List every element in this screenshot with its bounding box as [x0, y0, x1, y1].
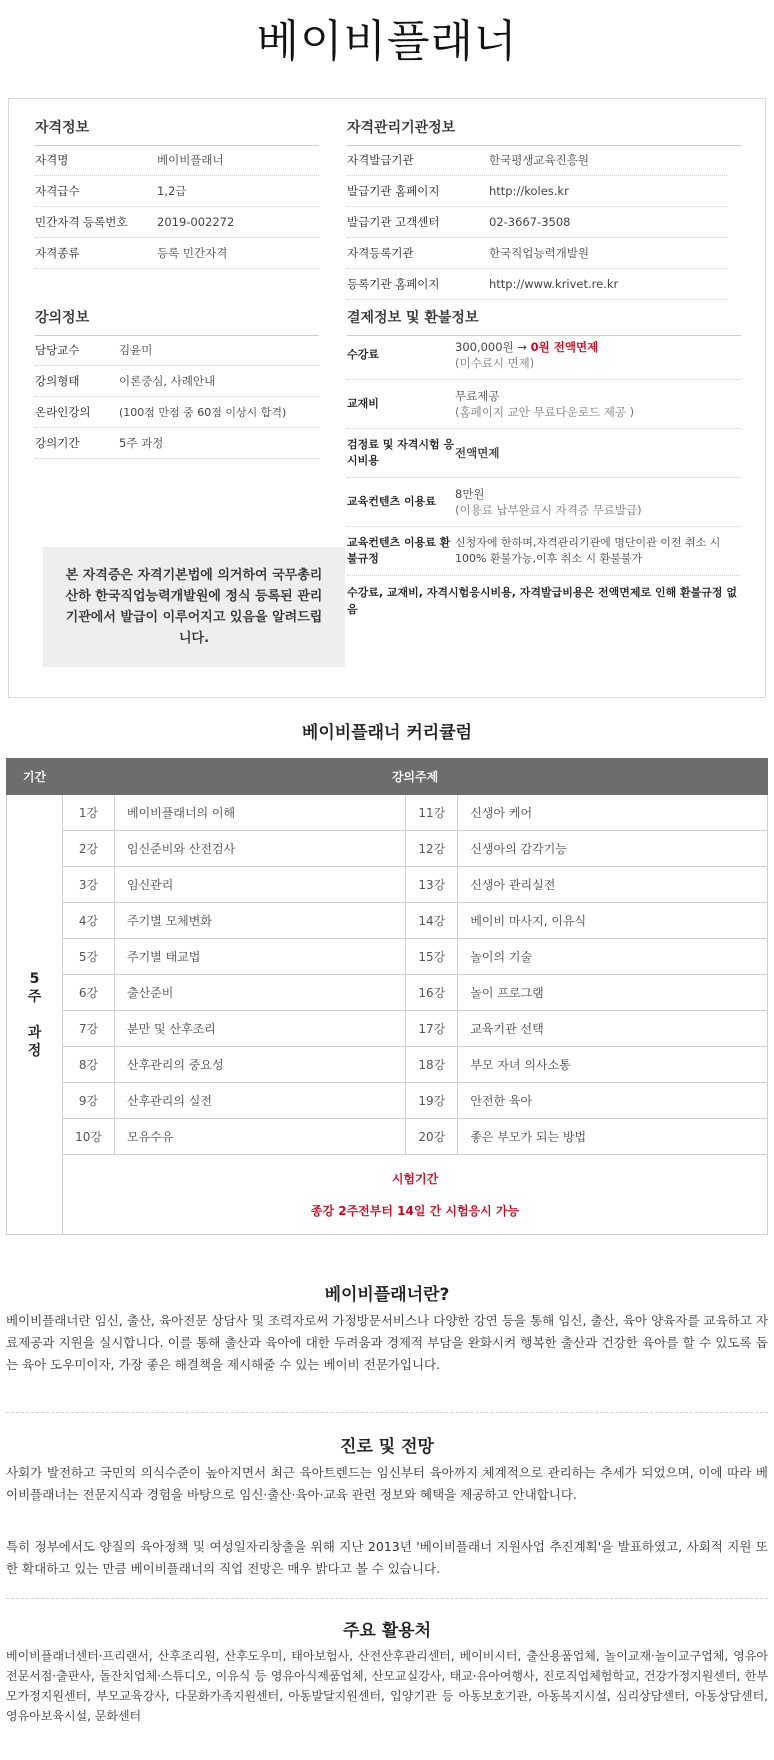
exam-desc: 종강 2주전부터 14일 간 시험응시 가능: [310, 1203, 520, 1218]
about-title: 베이비플래너란?: [324, 1285, 450, 1305]
lecture-number: 11강: [406, 795, 458, 831]
lecture-topic: 놀이 프로그램: [458, 975, 768, 1011]
lecture-topic: 주기별 태교법: [115, 939, 406, 975]
qual-info-list: [35, 145, 319, 269]
field-label: 교육컨텐츠 이용료: [347, 495, 436, 508]
lecture-topic: 신생아의 감각기능: [458, 831, 768, 867]
field-label: 온라인강의: [35, 405, 91, 419]
field-value: 한국평생교육진흥원: [489, 153, 589, 167]
arrow-icon: →: [517, 340, 527, 354]
lecture-info-row: [35, 428, 319, 459]
lecture-topic: 좋은 부모가 되는 방법: [458, 1119, 768, 1155]
lecture-topic: 임신관리: [115, 867, 406, 903]
pay-info-title: 결제정보 및 환불정보: [347, 307, 741, 336]
lecture-number: 9강: [63, 1083, 115, 1119]
lecture-number: 14강: [406, 903, 458, 939]
lecture-info-row: [35, 366, 319, 397]
lecture-topic: 교육기관 선택: [458, 1011, 768, 1047]
field-label: 교육컨텐츠 이용료 환불규정: [347, 536, 451, 565]
field-label: 자격명: [35, 153, 69, 167]
field-value: 8만원 (이용료 납부완료시 자격증 무료발급): [455, 487, 642, 517]
org-info-row: [347, 269, 727, 300]
field-label: 민간자격 등록번호: [35, 215, 128, 229]
lecture-topic: 모유수유: [115, 1119, 406, 1155]
lecture-topic: 분만 및 산후조리: [115, 1011, 406, 1047]
field-label: 자격급수: [35, 184, 80, 198]
org-info-row: [347, 238, 727, 269]
lecture-number: 18강: [406, 1047, 458, 1083]
notice-box: 본 자격증은 자격기본법에 의거하여 국무총리산하 한국직업능력개발원에 정식 등록된 관리기관에서 발급이 이루어지고 있음을 알려드립니다.: [43, 547, 345, 667]
career-body-1: 사회가 발전하고 국민의 의식수준이 높아지면서 최근 육아트렌드는 임신부터 육아까지 체계적으로 관리하는 추세가 되었으며, 이에 따라 베이비플래너는 전문지식과 경험을 바탕으로 임신·출산·육아·교육 관련 정보와 혜택을 제공하고 안내합니다.: [6, 1465, 768, 1502]
col-period: 기간: [7, 759, 63, 795]
field-value: 이론중심, 사례안내: [119, 374, 216, 388]
info-box: [8, 98, 766, 698]
field-label: 발급기관 고객센터: [347, 215, 440, 229]
field-label: 자격종류: [35, 246, 80, 260]
field-value: 신청자에 한하며,자격관리기관에 명단이관 이전 취소 시 100% 환불가능,이후 취소 시 환불불가: [455, 536, 721, 565]
table-row: [7, 1119, 768, 1155]
table-row: [7, 867, 768, 903]
lecture-number: 12강: [406, 831, 458, 867]
lecture-number: 19강: [406, 1083, 458, 1119]
table-row: [7, 1083, 768, 1119]
table-row: [7, 831, 768, 867]
field-value: 베이비플래너: [157, 153, 224, 167]
lecture-number: 10강: [63, 1119, 115, 1155]
lecture-info-title: 강의정보: [35, 307, 319, 336]
pay-tuition-row: [347, 331, 741, 380]
lecture-topic: 임신준비와 산전검사: [115, 831, 406, 867]
table-row: [7, 795, 768, 831]
lecture-topic: 부모 자녀 의사소통: [458, 1047, 768, 1083]
exam-title: 시험기간: [391, 1171, 439, 1186]
table-row: [7, 1011, 768, 1047]
qual-info-row: [35, 176, 319, 207]
lecture-topic: 놀이의 기술: [458, 939, 768, 975]
curriculum-table: [6, 758, 768, 1235]
table-row: [7, 939, 768, 975]
lecture-number: 5강: [63, 939, 115, 975]
tuition-free: 0원 전액면제: [530, 340, 599, 354]
lecture-number: 6강: [63, 975, 115, 1011]
lecture-topic: 산후관리의 실전: [115, 1083, 406, 1119]
field-value: 등록 민간자격: [157, 246, 228, 260]
field-label: 발급기관 홈페이지: [347, 184, 440, 198]
field-value: 1,2급: [157, 184, 187, 198]
lecture-number: 15강: [406, 939, 458, 975]
lecture-number: 13강: [406, 867, 458, 903]
qual-info-row: [35, 145, 319, 176]
lecture-number: 7강: [63, 1011, 115, 1047]
pay-refund-row: [347, 527, 741, 576]
lecture-number: 16강: [406, 975, 458, 1011]
lecture-topic: 산후관리의 중요성: [115, 1047, 406, 1083]
koles-link[interactable]: http://koles.kr: [489, 184, 569, 198]
usage-title: 주요 활용처: [342, 1621, 432, 1641]
field-value: 무료제공 (홈페이지 교안 무료다운로드 제공 ): [455, 389, 635, 419]
lecture-topic: 신생아 케어: [458, 795, 768, 831]
tuition-price: 300,000원: [455, 340, 514, 354]
field-label: 등록기관 홈페이지: [347, 277, 440, 291]
divider: [6, 1598, 768, 1599]
qual-info-row: [35, 207, 319, 238]
lecture-number: 17강: [406, 1011, 458, 1047]
org-info-row: [347, 176, 727, 207]
lecture-topic: 베이비 마사지, 이유식: [458, 903, 768, 939]
field-label: 강의형태: [35, 374, 80, 388]
field-label: 자격발급기관: [347, 153, 414, 167]
page-title: 베이비플래너: [256, 16, 518, 67]
field-label: 교재비: [347, 397, 379, 410]
lecture-number: 1강: [63, 795, 115, 831]
lecture-info-row: [35, 397, 319, 428]
field-value: 5주 과정: [119, 436, 164, 450]
org-info-list: [347, 145, 727, 300]
lecture-number: 3강: [63, 867, 115, 903]
field-value: 김윤미: [119, 343, 153, 357]
lecture-info-row: [35, 335, 319, 366]
lecture-number: 20강: [406, 1119, 458, 1155]
curriculum-title: 베이비플래너 커리큘럼: [301, 723, 473, 743]
lecture-number: 8강: [63, 1047, 115, 1083]
qual-info-row: [35, 238, 319, 269]
pay-content-row: [347, 478, 741, 527]
lecture-topic: 베이비플래너의 이해: [115, 795, 406, 831]
org-info-title: 자격관리기관정보: [347, 117, 741, 146]
field-label: 자격등록기관: [347, 246, 414, 260]
pay-exam-row: [347, 429, 741, 478]
field-value: [455, 339, 741, 371]
field-value: (100점 만점 중 60점 이상시 합격): [119, 406, 287, 419]
pay-material-row: [347, 380, 741, 429]
lecture-topic: 출산준비: [115, 975, 406, 1011]
lecture-topic: 주기별 모체변화: [115, 903, 406, 939]
lecture-topic: 안전한 육아: [458, 1083, 768, 1119]
lecture-topic: 신생아 관리실전: [458, 867, 768, 903]
table-row: [7, 975, 768, 1011]
lecture-number: 2강: [63, 831, 115, 867]
career-body-2: 특히 정부에서도 양질의 육아정책 및 여성일자리창출을 위해 지난 2013년 '베이비플래너 지원사업 추진계획'을 발표하였고, 사회적 지원 또한 확대하고 있는 만큼 베이비플래너의 직업 전망은 매우 밝다고 볼 수 있습니다.: [6, 1539, 768, 1576]
career-title: 진로 및 전망: [340, 1437, 434, 1457]
divider: [6, 1412, 768, 1413]
pay-footer-note: 수강료, 교재비, 자격시험응시비용, 자격발급비용은 전액면제로 인해 환불규정 없음: [347, 586, 737, 616]
period-cell: 5 주 과 정: [7, 795, 63, 1235]
org-info-row: [347, 207, 727, 238]
table-row: [7, 1047, 768, 1083]
about-body: 베이비플래너란 임신, 출산, 육아전문 상담사 및 조력자로써 가정방문서비스나 다양한 강연 등을 통해 임신, 출산, 육아 양육자를 교육하고 자료제공과 지원을 실시합니다. 이를 통해 출산과 육아에 대한 두려움과 경제적 부담을 완화시켜 행복한 출산과 건강한 육아를 할 수 있도록 돕는 육아 도우미이자, 가장 좋은 해결책을 제시해줄 수 있는 베이비 전문가입니다.: [6, 1313, 768, 1372]
exam-row: [7, 1155, 768, 1235]
field-value: 한국직업능력개발원: [489, 246, 589, 260]
field-value: 2019-002272: [157, 215, 235, 229]
field-value: 전액면제: [455, 446, 500, 460]
field-label: 담당교수: [35, 343, 80, 357]
usage-body: 베이비플래너센터·프리랜서, 산후조리원, 산후도우미, 태아보험사, 산전산후관리센터, 베이비시터, 출산용품업체, 놀이교재·놀이교구업체, 영유아전문서점·출판사, 돌잔치업체·스튜디오, 이유식 등 영유아식제품업체, 산모교실강사, 태교·유아여행사, 진로직업체험학교, 건강가정지원센터, 한부모가정지원센터, 부모교육강사, 다문화가족지원센터, 아동발달지원센터, 입양기관 등 아동보호기관, 아동복지시설, 심리상담센터, 아동상담센터, 영유아보육시설, 문화센터: [6, 1649, 768, 1723]
field-label: 강의기간: [35, 436, 80, 450]
col-topic: 강의주제: [63, 759, 768, 795]
field-label: 수강료: [347, 348, 379, 361]
exam-cell: [63, 1155, 768, 1235]
field-value: 02-3667-3508: [489, 215, 571, 229]
pay-info-list: [347, 331, 741, 626]
tuition-sub: (미수료시 면제): [455, 356, 535, 370]
lecture-info-list: [35, 335, 319, 459]
org-info-row: [347, 145, 727, 176]
table-row: [7, 903, 768, 939]
qual-info-title: 자격정보: [35, 117, 319, 146]
field-label: 검정료 및 자격시험 응시비용: [347, 438, 455, 467]
krivet-link[interactable]: http://www.krivet.re.kr: [489, 277, 619, 291]
lecture-number: 4강: [63, 903, 115, 939]
